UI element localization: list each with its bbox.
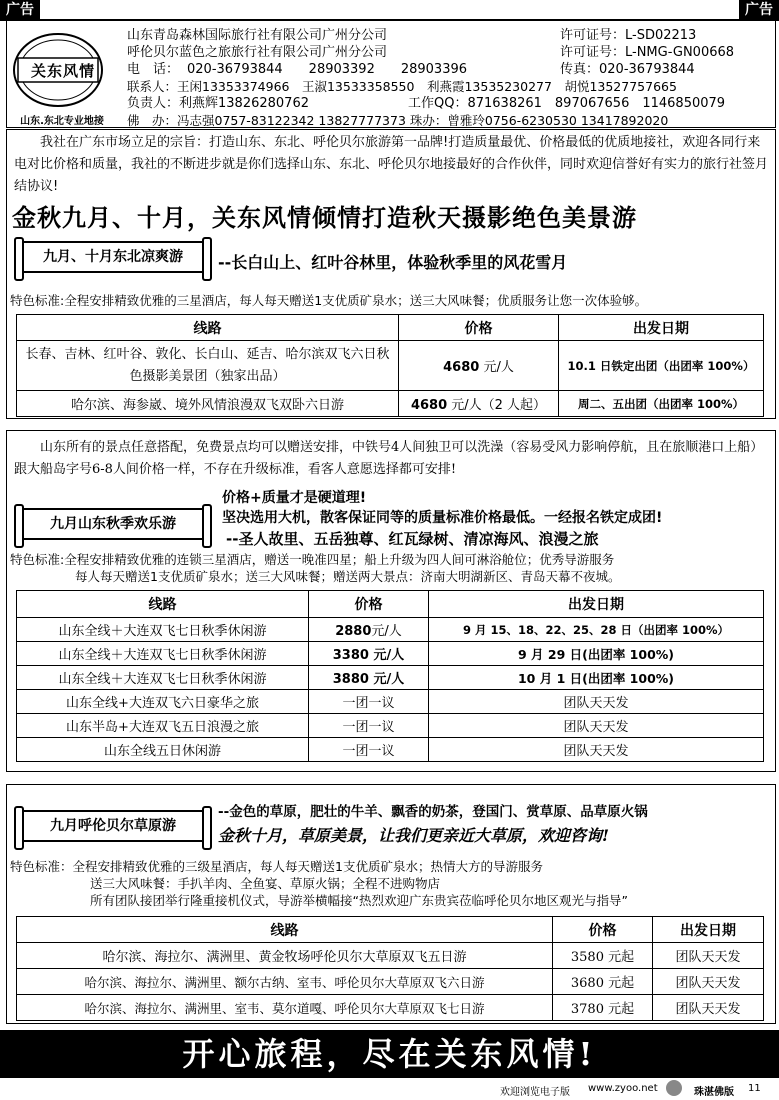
col-header-price: 价格	[309, 591, 429, 618]
price-cell: 3580 元起	[553, 943, 653, 969]
section1-standard: 特色标准:全程安排精致优雅的三星酒店，每人每天赠送1支优质矿泉水；送三大风味餐；优质服务让您一次体验够。	[10, 293, 648, 308]
price-cell: 3780 元起	[553, 995, 653, 1021]
table-row	[17, 618, 764, 642]
date-cell: 团队天天发	[653, 943, 764, 969]
date-cell: 9 月 29 日(出团率 100%)	[429, 642, 764, 666]
section2-slogan-highlights: --圣人故里、五岳独尊、红瓦绿树、清凉海风、浪漫之旅	[226, 530, 599, 548]
section1-headline: 金秋九月、十月，关东风情倾情打造秋天摄影绝色美景游	[12, 204, 637, 232]
section3-standard-2: 送三大风味餐：手扒羊肉、全鱼宴、草原火锅；全程不进购物店	[90, 876, 441, 891]
date-cell: 9 月 15、18、22、25、28 日（出团率 100%）	[429, 618, 764, 642]
route-cell: 哈尔滨、海参崴、境外风情浪漫双飞双卧六日游	[17, 391, 399, 417]
globe-icon	[666, 1080, 682, 1096]
price-cell: 一团一议	[309, 690, 429, 714]
price-cell: 4680 元/人	[399, 341, 559, 391]
date-cell: 10.1 日铁定出团（出团率 100%）	[559, 341, 764, 391]
section3-standard-3: 所有团队接团举行隆重接机仪式，导游举横幅接“热烈欢迎广东贵宾莅临呼伦贝尔地区观光与指导”	[90, 893, 628, 908]
col-header-date: 出发日期	[429, 591, 764, 618]
table-row	[17, 738, 764, 762]
table-row	[17, 943, 764, 969]
route-cell: 长春、吉林、红叶谷、敦化、长白山、延吉、哈尔滨双飞六日秋色摄影美景团（独家出品）	[17, 341, 399, 391]
date-cell: 团队天天发	[429, 738, 764, 762]
manager: 负责人：利燕辉13826280762	[127, 96, 309, 111]
table-row	[17, 969, 764, 995]
price-cell: 3380 元/人	[309, 642, 429, 666]
route-cell: 山东全线＋大连双飞七日秋季休闲游	[17, 618, 309, 642]
route-cell: 山东全线＋大连双飞七日秋季休闲游	[17, 666, 309, 690]
section3-slogan-invite: 金秋十月，草原美景，让我们更亲近大草原，欢迎咨询!	[218, 826, 610, 845]
section2-standard-2: 每人每天赠送1支优质矿泉水；送三大风味餐；赠送两大景点：济南大明湖新区、青岛天幕不夜城。	[75, 569, 621, 584]
col-header-price: 价格	[553, 917, 653, 943]
date-cell: 10 月 1 日(出团率 100%)	[429, 666, 764, 690]
footer-url[interactable]: www.zyoo.net	[588, 1083, 658, 1094]
route-cell: 山东全线五日休闲游	[17, 738, 309, 762]
section1-subtitle: --长白山上、红叶谷林里，体验秋季里的风花雪月	[218, 253, 568, 272]
ad-label-left: 广告	[0, 0, 40, 20]
table-row	[17, 714, 764, 738]
logo-caption: 山东.东北专业地接	[20, 116, 104, 127]
table-row	[17, 666, 764, 690]
price-cell: 一团一议	[309, 738, 429, 762]
license-2: 许可证号：L-NMG-GN00668	[560, 45, 735, 60]
ad-label-right: 广告	[739, 0, 779, 20]
date-cell: 团队天天发	[653, 969, 764, 995]
col-header-date: 出发日期	[559, 315, 764, 341]
route-cell: 哈尔滨、海拉尔、满洲里、室韦、莫尔道嘎、呼伦贝尔大草原双飞七日游	[17, 995, 553, 1021]
contact-persons: 联系人：王闲13353374966 王淑13533358550 利燕霞13535230277 胡悦13527757665	[127, 79, 677, 94]
section2-standard-1: 特色标准:全程安排精致优雅的连锁三星酒店，赠送一晚准四星；船上升级为四人间可淋浴舱位；优秀导游服务	[10, 552, 615, 567]
table-row	[17, 341, 764, 391]
col-header-route: 线路	[17, 917, 553, 943]
section1-scroll-banner: 九月、十月东北凉爽游	[18, 241, 208, 273]
section2-scroll-banner: 九月山东秋季欢乐游	[18, 508, 208, 540]
date-cell: 团队天天发	[429, 690, 764, 714]
price-cell: 4680 元/人（2 人起）	[399, 391, 559, 417]
route-cell: 山东全线＋大连双飞七日秋季休闲游	[17, 642, 309, 666]
footer-edition: 珠湛佛版	[694, 1087, 734, 1098]
work-qq: 工作QQ：871638261 897067656 1146850079	[408, 96, 726, 111]
col-header-route: 线路	[17, 591, 309, 618]
price-cell: 2880元/人	[309, 618, 429, 642]
company-name-2: 呼伦贝尔蓝色之旅旅行社有限公司广州分公司	[127, 45, 388, 60]
route-cell: 哈尔滨、海拉尔、满洲里、额尔古纳、室韦、呼伦贝尔大草原双飞六日游	[17, 969, 553, 995]
section2-slogan-guarantee: 坚决选用大机，散客保证同等的质量标准价格最低。一经报名铁定成团!	[222, 510, 663, 526]
table-row	[17, 690, 764, 714]
footer-browse: 欢迎浏览电子版	[500, 1087, 570, 1098]
phone-numbers: 020-36793844 28903392 28903396	[187, 62, 468, 77]
phone-label: 电 话：	[127, 62, 180, 77]
company-name-1: 山东青岛森林国际旅行社有限公司广州分公司	[127, 28, 388, 43]
col-header-price: 价格	[399, 315, 559, 341]
page-number: 11	[748, 1083, 761, 1094]
section2-intro: 山东所有的景点任意搭配，免费景点均可以赠送安排，中铁号4人间独卫可以洗澡（容易受风力影响停航，且在旅顺港口上船）跟大船岛字号6-8人间价格一样，不存在升级标准，看客人意愿选择都可安排!	[14, 440, 764, 477]
date-cell: 周二、五出团（出团率 100%）	[559, 391, 764, 417]
price-cell: 3880 元/人	[309, 666, 429, 690]
col-header-route: 线路	[17, 315, 399, 341]
logo-text: 关东风情	[30, 62, 95, 80]
section1-intro: 我社在广东市场立足的宗旨：打造山东、东北、呼伦贝尔旅游第一品牌!打造质量最优、价格最低的优质地接社，欢迎各同行来电对比价格和质量，我社的不断进步就是你们选择山东、东北、呼伦贝尔地接最好的合作伙伴，同时欢迎信誉好有实力的旅行社签月结协议!	[14, 135, 769, 194]
table-row	[17, 995, 764, 1021]
section2-table	[16, 590, 764, 762]
date-cell: 团队天天发	[429, 714, 764, 738]
route-cell: 哈尔滨、海拉尔、满洲里、黄金牧场呼伦贝尔大草原双飞五日游	[17, 943, 553, 969]
col-header-date: 出发日期	[653, 917, 764, 943]
section3-standard-1: 特色标准：全程安排精致优雅的三级星酒店，每人每天赠送1支优质矿泉水；热情大方的导游服务	[10, 859, 543, 874]
table-row	[17, 391, 764, 417]
section2-slogan-price: 价格+质量才是硬道理!	[222, 490, 367, 506]
route-cell: 山东半岛+大连双飞五日浪漫之旅	[17, 714, 309, 738]
fax-number: 传真：020-36793844	[560, 62, 695, 77]
section3-slogan-grassland: --金色的草原，肥壮的牛羊、飘香的奶茶，登国门、赏草原、品草原火锅	[218, 804, 648, 820]
table-row	[17, 642, 764, 666]
section1-table	[16, 314, 764, 417]
license-1: 许可证号：L-SD02213	[560, 28, 697, 43]
route-cell: 山东全线+大连双飞六日豪华之旅	[17, 690, 309, 714]
price-cell: 一团一议	[309, 714, 429, 738]
price-cell: 3680 元起	[553, 969, 653, 995]
section3-scroll-banner: 九月呼伦贝尔草原游	[18, 810, 208, 842]
section3-table	[16, 916, 764, 1021]
footer-banner: 开心旅程，尽在关东风情!	[0, 1030, 779, 1078]
date-cell: 团队天天发	[653, 995, 764, 1021]
branch-offices: 佛 办：冯志强0757-83122342 13827777373 珠办：曾雅玲0756-6230530 13417892020	[127, 113, 669, 128]
